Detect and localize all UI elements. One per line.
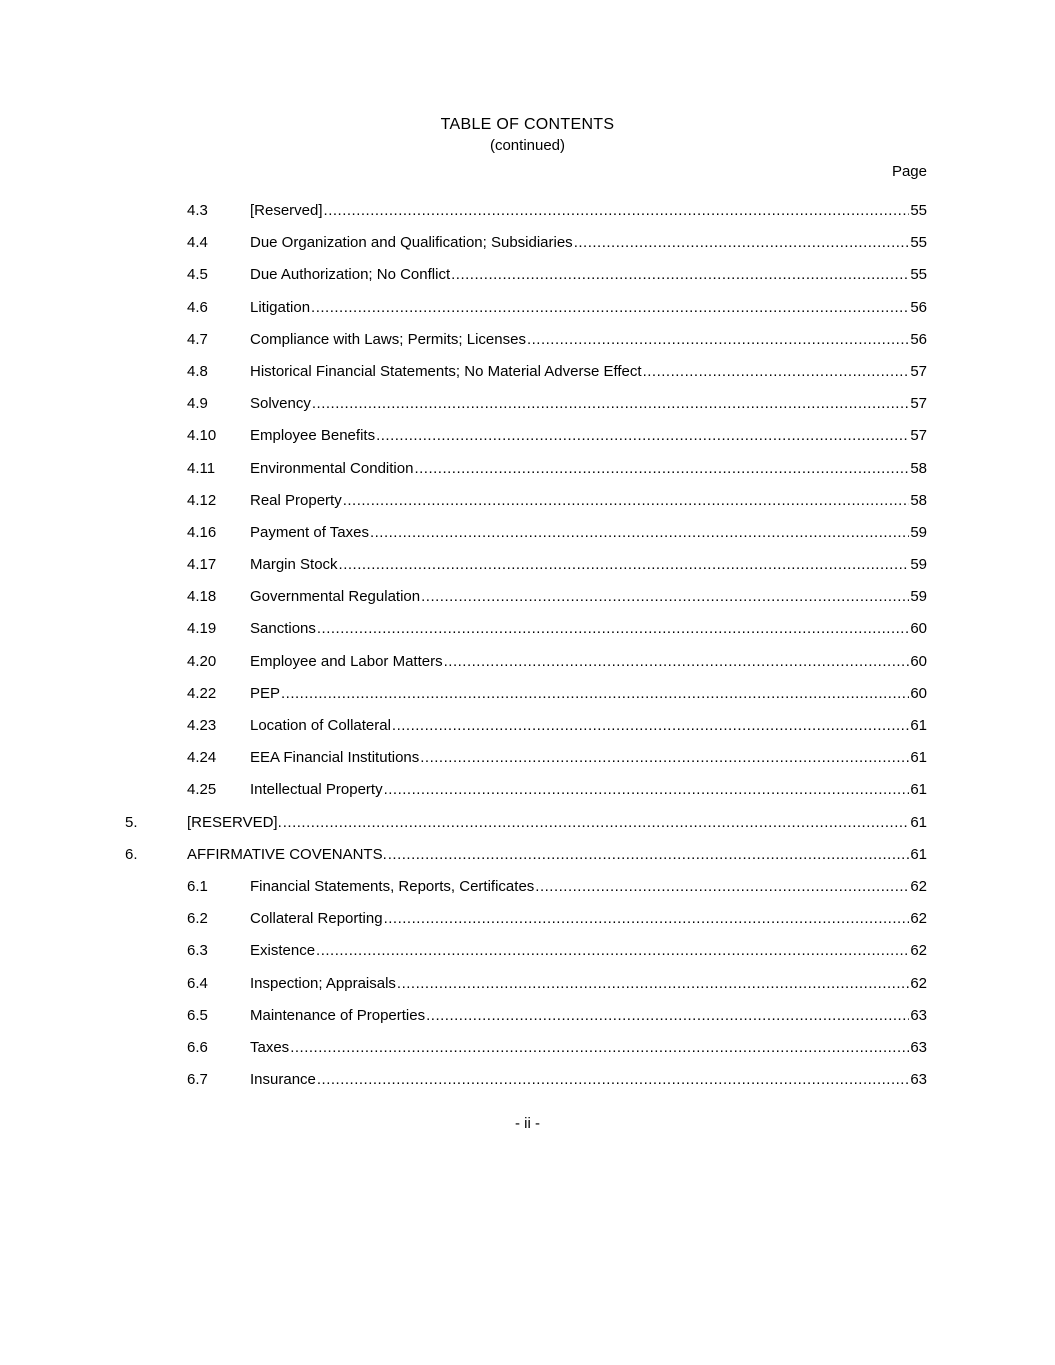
page-subtitle: (continued)	[489, 137, 566, 154]
dot-leader	[426, 1007, 909, 1024]
toc-entry-page-number: 62	[910, 974, 927, 992]
toc-entry-page-number: 55	[910, 266, 927, 284]
toc-entry-title: AFFIRMATIVE COVENANTS.	[187, 845, 387, 863]
toc-entry-title: Governmental Regulation	[250, 588, 421, 606]
dot-leader	[376, 427, 909, 444]
title-block	[0, 0, 1055, 157]
toc-entry-row	[123, 846, 927, 878]
dot-leader	[388, 846, 910, 863]
toc-entry-page-number: 59	[910, 556, 927, 574]
toc-entry-title: Taxes	[250, 1038, 290, 1056]
toc-entry-number: 4.9	[187, 395, 208, 413]
toc-entry-number: 4.22	[187, 684, 217, 702]
toc-entry-title: Historical Financial Statements; No Material Adverse Effect	[250, 362, 642, 380]
dot-leader	[290, 1039, 909, 1056]
toc-entry-number: 4.18	[187, 588, 217, 606]
dot-leader	[574, 234, 910, 251]
toc-entry-row	[123, 1007, 927, 1039]
toc-entry-number: 6.1	[187, 877, 208, 895]
toc-entry-row	[123, 975, 927, 1007]
toc-entry-title: Intellectual Property	[250, 781, 383, 799]
toc-entry-title: [Reserved]	[250, 202, 323, 219]
dot-leader	[384, 781, 910, 798]
toc-entry-title: Due Organization and Qualification; Subsidiaries	[250, 234, 573, 252]
toc-entry-row	[123, 524, 927, 556]
toc-entry-row	[123, 299, 927, 331]
dot-leader	[317, 1071, 909, 1088]
toc-entry-title: Solvency	[250, 395, 311, 413]
toc-entry-row	[123, 781, 927, 813]
toc-entry-number: 4.24	[187, 749, 217, 767]
toc-entry-row	[123, 331, 927, 363]
dot-leader	[281, 685, 909, 702]
toc-entry-title: Location of Collateral	[250, 717, 391, 734]
toc-entry-page-number: 59	[910, 523, 927, 541]
dot-leader	[324, 202, 910, 219]
toc-entry-page-number: 60	[910, 684, 927, 702]
toc-entry-row	[123, 202, 927, 234]
toc-entry-title: Insurance	[250, 1071, 316, 1089]
toc-entry-page-number: 61	[910, 813, 927, 831]
dot-leader	[316, 942, 909, 959]
toc-entry-number: 6.2	[187, 910, 208, 928]
toc-entry-number: 4.6	[187, 298, 208, 316]
dot-leader	[451, 266, 909, 283]
toc-entry-page-number: 58	[910, 491, 927, 509]
toc-entry-title: Compliance with Laws; Permits; Licenses	[250, 330, 526, 348]
dot-leader	[311, 299, 909, 316]
toc-entry-title: Employee Benefits	[250, 427, 376, 445]
toc-entry-title: PEP	[250, 684, 281, 702]
toc-entry-page-number: 55	[910, 202, 927, 219]
toc-entry-page-number: 63	[910, 1038, 927, 1056]
toc-entry-page-number: 57	[910, 427, 927, 445]
toc-entry-title: Employee and Labor Matters	[250, 652, 443, 670]
toc-entry-row	[123, 814, 927, 846]
toc-entry-number: 4.16	[187, 523, 217, 541]
toc-entry-page-number: 56	[910, 298, 927, 316]
dot-leader	[283, 814, 910, 831]
dot-leader	[384, 910, 910, 927]
toc-content	[123, 162, 927, 1103]
toc-entry-number: 4.20	[187, 652, 217, 670]
toc-entry-number: 5.	[125, 813, 138, 831]
toc-entry-row	[123, 1039, 927, 1071]
toc-entry-number: 4.7	[187, 330, 208, 348]
toc-entry-title: [RESERVED].	[187, 813, 282, 831]
toc-entry-page-number: 60	[910, 620, 927, 638]
toc-entry-page-number: 55	[910, 234, 927, 252]
toc-entry-title: Maintenance of Properties	[250, 1006, 426, 1024]
toc-entry-title: Sanctions	[250, 620, 316, 638]
toc-entry-number: 6.4	[187, 974, 208, 992]
toc-entry-page-number: 60	[910, 652, 927, 670]
toc-entry-row	[123, 942, 927, 974]
toc-entry-row	[123, 749, 927, 781]
toc-entry-row	[123, 556, 927, 588]
toc-entry-number: 4.19	[187, 620, 217, 638]
toc-entry-number: 4.23	[187, 717, 217, 734]
toc-entry-row	[123, 427, 927, 459]
toc-entry-title: Payment of Taxes	[250, 523, 369, 541]
toc-entry-number: 4.12	[187, 491, 217, 509]
dot-leader	[339, 556, 910, 573]
toc-entry-row	[123, 492, 927, 524]
dot-leader	[317, 620, 909, 637]
toc-entry-page-number: 61	[910, 781, 927, 799]
page-column-header: Page	[891, 163, 927, 180]
toc-entry-row	[123, 620, 927, 652]
toc-entry-page-number: 62	[910, 877, 927, 895]
page-title: TABLE OF CONTENTS	[440, 116, 615, 133]
toc-entry-page-number: 61	[910, 749, 927, 767]
toc-entry-page-number: 62	[910, 942, 927, 960]
dot-leader	[420, 749, 909, 766]
toc-entry-title: Due Authorization; No Conflict	[250, 266, 451, 284]
toc-entry-number: 4.5	[187, 266, 208, 284]
dot-leader	[414, 460, 909, 477]
toc-entry-page-number: 56	[910, 330, 927, 348]
toc-entry-title: Margin Stock	[250, 556, 338, 574]
toc-entry-page-number: 58	[910, 459, 927, 477]
toc-entry-page-number: 61	[910, 717, 927, 734]
toc-entry-row	[123, 234, 927, 266]
toc-entry-number: 4.17	[187, 556, 217, 574]
page-number-footer: - ii -	[515, 1115, 540, 1133]
toc-entry-row	[123, 653, 927, 685]
toc-entry-row	[123, 878, 927, 910]
dot-leader	[370, 524, 909, 541]
dot-leader	[343, 492, 910, 509]
dot-leader	[535, 878, 909, 895]
toc-entry-row	[123, 588, 927, 620]
toc-entry-page-number: 57	[910, 362, 927, 380]
toc-entry-page-number: 62	[910, 910, 927, 928]
toc-entry-page-number: 57	[910, 395, 927, 413]
toc-entry-row	[123, 717, 927, 749]
toc-entry-row	[123, 1071, 927, 1103]
toc-entry-number: 6.5	[187, 1006, 208, 1024]
toc-entry-page-number: 63	[910, 1071, 927, 1089]
toc-entry-row	[123, 685, 927, 717]
dot-leader	[421, 588, 909, 605]
toc-entry-number: 4.10	[187, 427, 217, 445]
toc-entry-title: Real Property	[250, 491, 342, 509]
toc-entry-title: Financial Statements, Reports, Certificates	[250, 877, 535, 895]
toc-entry-number: 4.4	[187, 234, 208, 252]
toc-entry-number: 4.25	[187, 781, 217, 799]
dot-leader	[527, 331, 909, 348]
toc-entry-page-number: 59	[910, 588, 927, 606]
toc-entry-row	[123, 910, 927, 942]
toc-entry-title: Environmental Condition	[250, 459, 414, 477]
toc-entry-number: 6.3	[187, 942, 208, 960]
toc-entry-number: 4.3	[187, 202, 208, 219]
toc-entry-row	[123, 460, 927, 492]
toc-entry-title: Litigation	[250, 298, 311, 316]
toc-list	[123, 202, 927, 1103]
toc-entry-number: 6.	[125, 845, 138, 863]
toc-entry-number: 6.7	[187, 1071, 208, 1089]
toc-entry-page-number: 61	[910, 845, 927, 863]
dot-leader	[312, 395, 909, 412]
toc-entry-number: 4.8	[187, 362, 208, 380]
toc-entry-title: Inspection; Appraisals	[250, 974, 396, 992]
toc-entry-number: 6.6	[187, 1038, 208, 1056]
toc-entry-row	[123, 363, 927, 395]
toc-entry-page-number: 63	[910, 1006, 927, 1024]
toc-entry-title: EEA Financial Institutions	[250, 749, 420, 767]
dot-leader	[444, 653, 910, 670]
toc-entry-title: Existence	[250, 942, 316, 960]
toc-entry-row	[123, 266, 927, 298]
dot-leader	[397, 975, 909, 992]
toc-entry-title: Collateral Reporting	[250, 910, 383, 928]
toc-entry-number: 4.11	[187, 459, 216, 477]
dot-leader	[643, 363, 910, 380]
dot-leader	[392, 717, 909, 734]
toc-entry-row	[123, 395, 927, 427]
